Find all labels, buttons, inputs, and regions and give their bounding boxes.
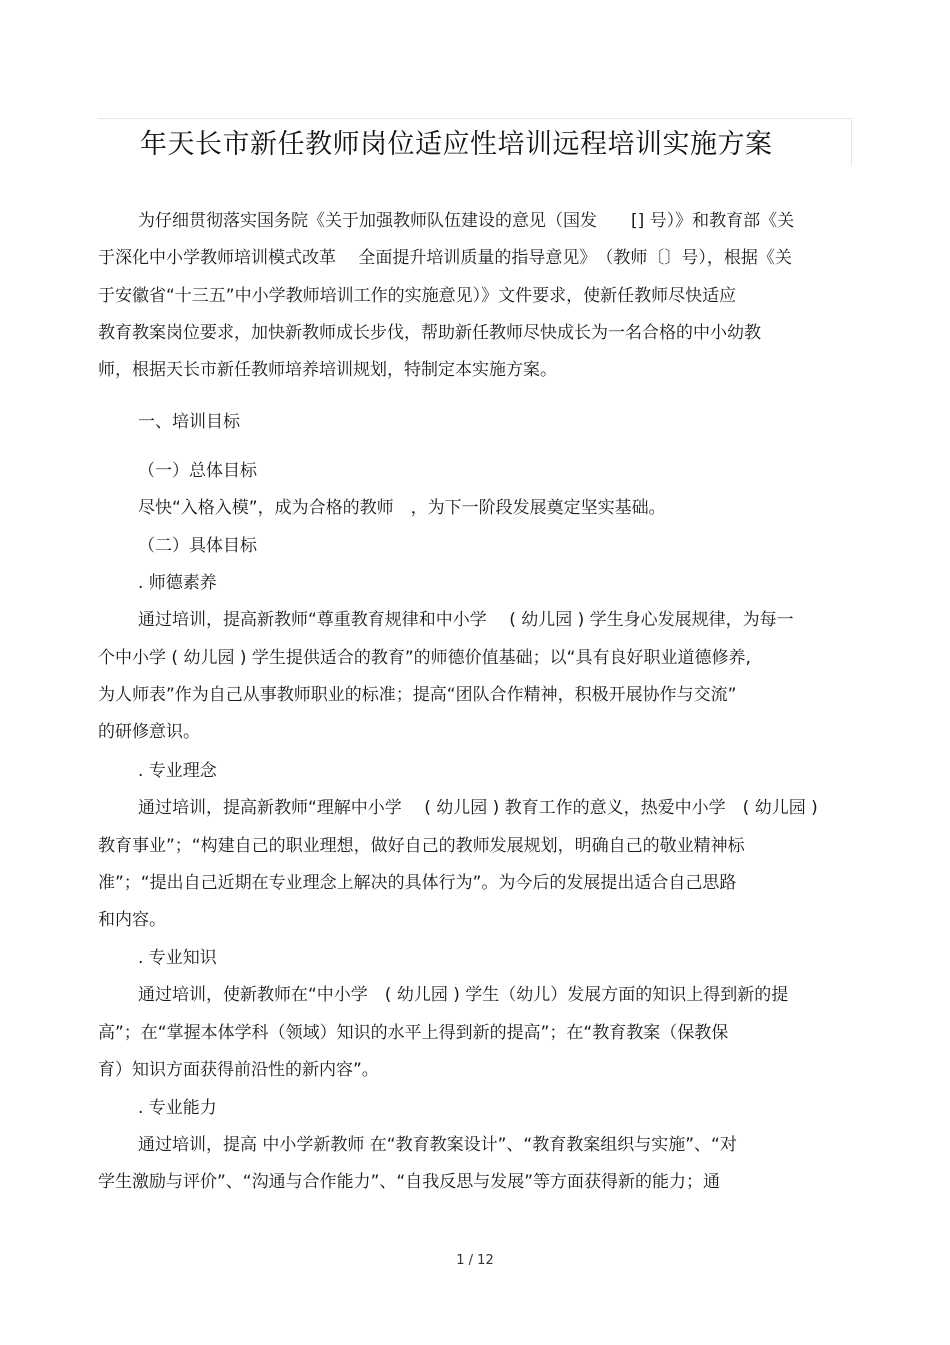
- body-line: 个中小学 ( 幼儿园 ) 学生提供适合的教育”的师德价值基础；以“具有良好职业道德修养,: [98, 648, 751, 668]
- body-line: 学生激励与评价”、“沟通与合作能力”、“自我反思与发展”等方面获得新的能力；通: [98, 1172, 721, 1192]
- body-line: . 专业知识: [138, 948, 217, 968]
- body-line: 准”；“提出自己近期在专业理念上解决的具体行为”。为今后的发展提出适合自己思路: [98, 873, 737, 893]
- body-line: （二）具体目标: [138, 536, 257, 556]
- body-line: 育）知识方面获得前沿性的新内容”。: [98, 1060, 379, 1080]
- page-number: 1 / 12: [456, 1253, 494, 1268]
- body-line: 为人师表”作为自己从事教师职业的标准；提高“团队合作精神，积极开展协作与交流”: [98, 685, 737, 705]
- body-line: 于安徽省“十三五”中小学教师培训工作的实施意见）》文件要求，使新任教师尽快适应: [98, 286, 737, 306]
- body-line: 一、培训目标: [138, 412, 240, 432]
- body-line: 的研修意识。: [98, 722, 200, 742]
- body-line: 通过培训，提高新教师“尊重教育规律和中小学 ( 幼儿园 ) 学生身心发展规律，为每一: [138, 610, 794, 630]
- body-line: . 师德素养: [138, 573, 217, 593]
- body-line: 高”；在“掌握本体学科（领域）知识的水平上得到新的提高”；在“教育教案（保教保: [98, 1023, 729, 1043]
- body-line: 为仔细贯彻落实国务院《关于加强教师队伍建设的意见（国发 [] 号）》和教育部《关: [138, 211, 795, 231]
- body-line: 教育教案岗位要求，加快新教师成长步伐，帮助新任教师尽快成长为一名合格的中小幼教: [98, 323, 761, 343]
- body-line: 尽快“入格入模”，成为合格的教师 ，为下一阶段发展奠定坚实基础。: [138, 498, 666, 518]
- body-line: 教育事业”；“构建自己的职业理想，做好自己的教师发展规划，明确自己的敬业精神标: [98, 836, 745, 856]
- body-line: 于深化中小学教师培训模式改革 全面提升培训质量的指导意见》 （教师〔〕号），根据《关: [98, 248, 792, 268]
- body-line: 通过培训，提高新教师“理解中小学 ( 幼儿园 ) 教育工作的意义，热爱中小学 ( 幼儿园 ): [138, 798, 818, 818]
- body-line: （一）总体目标: [138, 461, 257, 481]
- body-line: . 专业能力: [138, 1098, 217, 1118]
- document-title: 年天长市新任教师岗位适应性培训远程培训实施方案: [140, 129, 773, 160]
- body-line: 通过培训，提高 中小学新教师 在“教育教案设计”、“教育教案组织与实施”、“对: [138, 1135, 737, 1155]
- body-line: 和内容。: [98, 910, 166, 930]
- body-line: . 专业理念: [138, 761, 217, 781]
- body-line: 通过培训，使新教师在“中小学 ( 幼儿园 ) 学生（幼儿）发展方面的知识上得到新的提: [138, 985, 789, 1005]
- body-line: 师，根据天长市新任教师培养培训规划，特制定本实施方案。: [98, 360, 557, 380]
